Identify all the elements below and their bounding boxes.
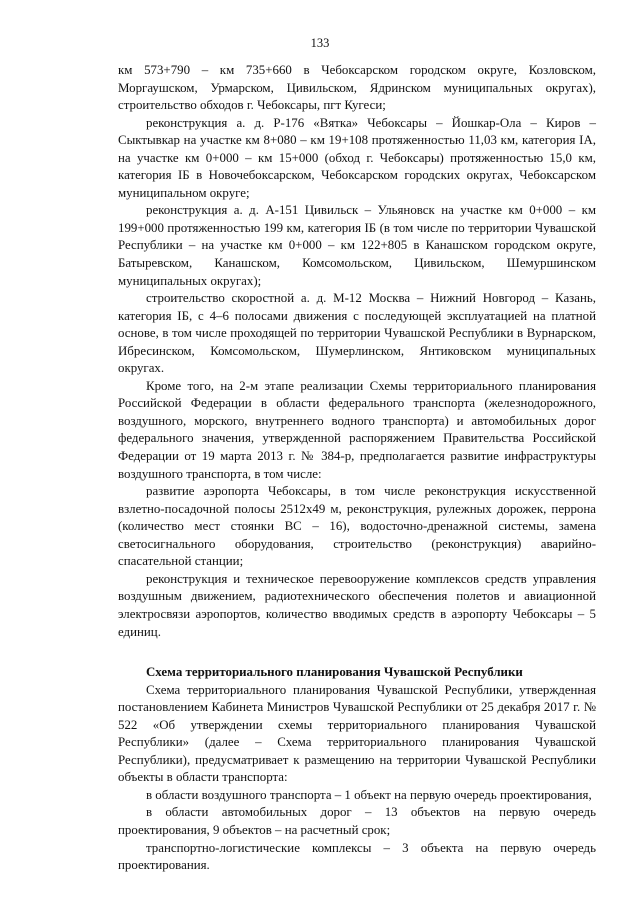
- section-heading: Схема территориального планирования Чувашской Республики: [146, 665, 523, 680]
- paragraph-airport-development: развитие аэропорта Чебоксары, в том числе реконструкция искусственной взлетно-посадочной полосы 2512х49 м, реконструкция, рулежных дорожек, перрона (количество мест стоянки ВС – 16), водосточно-дренажной системы, замена светосигнального оборудования, строительство (реконструкция) аварийно-спасательной станции;: [118, 484, 596, 569]
- paragraph-stage-two-intro: Кроме того, на 2-м этапе реализации Схемы территориального планирования Российской Федерации в области федерального транспорта (железнодорожного, воздушного, морского, внутреннего водного транспорта) и автомобильных дорог федерального значения, утвержденной распоряжением Правительства Российской Федерации от 19 марта 2013 г. № 384-р, предполагается развитие инфраструктуры воздушного транспорта, в том числе:: [118, 378, 596, 481]
- paragraph-logistics-complexes: транспортно-логистические комплексы – 3 объекта на первую очередь проектирования.: [118, 840, 596, 873]
- paragraph-air-traffic-reconstruction: реконструкция и техническое перевооружение комплексов средств управления воздушным движением, радиотехнического обеспечения полетов и авиационной электросвязи аэропортов, количество вводимых средств в аэропорту Чебоксары – 5 единиц.: [118, 571, 596, 639]
- page-number: 133: [310, 36, 330, 50]
- paragraph-scheme-intro: Схема территориального планирования Чувашской Республики, утвержденная постановлением Кабинета Министров Чувашской Республики от 25 декабря 2017 г. № 522 «Об утверждении схемы территориального планирования Чувашской Республики» (далее – Схема территориального планирования Чувашской Республики), предусматривает к размещению на территории Чувашской Республики объекты в области транспорта:: [118, 682, 596, 785]
- paragraph-a151-tsivilsk: реконструкция а. д. А-151 Цивильск – Ульяновск на участке км 0+000 – км 199+000 протяженностью 199 км, категория IБ (в том числе по территории Чувашской Республики – на участке км 0+000 – км 122+805 в Канашском городском округе, Батыревском, Канашском, Комсомольском, Цивильском, Шемуршинском муниципальных округах);: [118, 203, 596, 288]
- paragraph-p176-vyatka: реконструкция а. д. Р-176 «Вятка» Чебоксары – Йошкар-Ола – Киров – Сыктывкар на участке км 8+080 – км 19+108 протяженностью 11,03 км, категория IА, на участке км 0+000 – км 15+000 (обход г. Чебоксары) протяженностью 15,0 км, категория IБ в Новочебоксарском, Чебоксарском городских округах, Чебоксарском муниципальном округе;: [118, 115, 596, 200]
- paragraph-road-objects: в области автомобильных дорог – 13 объектов на первую очередь проектирования, 9 объектов – на расчетный срок;: [118, 805, 596, 837]
- paragraph-air-transport-objects: в области воздушного транспорта – 1 объект на первую очередь проектирования,: [146, 787, 592, 802]
- document-body: [118, 62, 596, 875]
- paragraph-m12-moscow-kazan: строительство скоростной а. д. М-12 Москва – Нижний Новгород – Казань, категория IБ, с 4–6 полосами движения с последующей эксплуатацией на платной основе, в том числе проходящей по территории Чувашской Республики в Вурнарском, Ибресинском, Комсомольском, Шумерлинском, Янтиковском муниципальных округах.: [118, 291, 596, 376]
- paragraph-road-km-continuation: км 573+790 – км 735+660 в Чебоксарском городском округе, Козловском, Моргаушском, Урмарском, Цивильском, Ядринском муниципальных округах), строительство обходов г. Чебоксары, пгт Кугеси;: [118, 63, 596, 113]
- section-spacer: [118, 641, 596, 664]
